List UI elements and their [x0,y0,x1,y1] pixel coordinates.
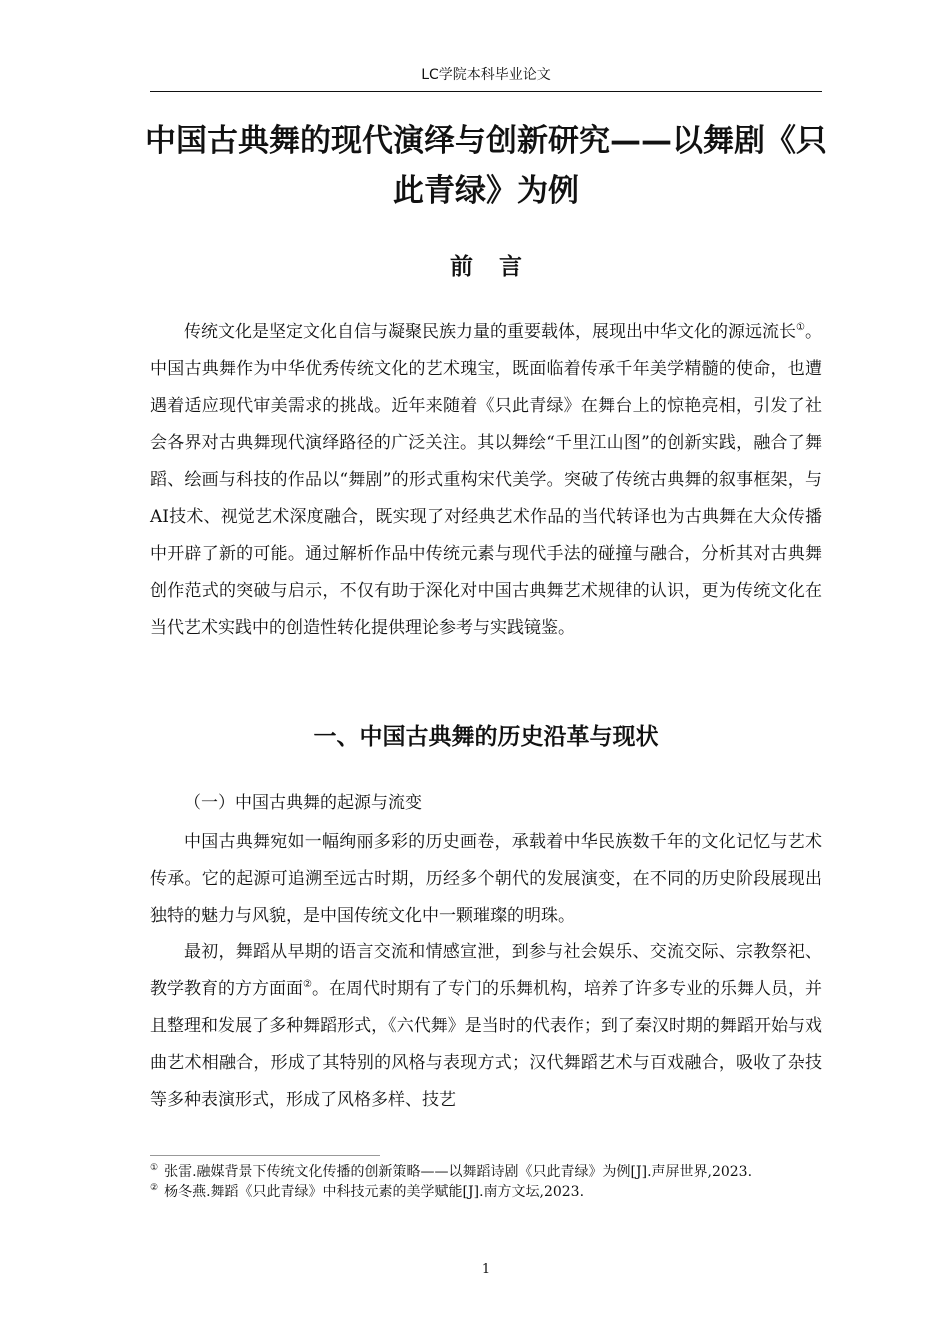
footnote-separator [150,1155,380,1156]
preface-text-a: 传统文化是坚定文化自信与凝聚民族力量的重要载体，展现出中华文化的源远流长 [184,322,797,342]
footnote-1-mark: ① [150,1163,159,1173]
footnote-1 [150,1162,822,1182]
footnotes [150,1162,822,1202]
paper-title: 中国古典舞的现代演绎与创新研究——以舞剧《只此青绿》为例 [145,123,827,209]
section-1-paragraph-1: 中国古典舞宛如一幅绚丽多彩的历史画卷，承载着中华民族数千年的文化记忆与艺术传承。它的起源可追溯至远古时期，历经多个朝代的发展演变，在不同的历史阶段展现出独特的魅力与风貌，是中国传统文化中一颗璀璨的明珠。 [150,832,822,926]
footnote-ref-1: ① [796,322,805,333]
section-1-paragraph-2 [150,934,822,1119]
subsection-1-heading: （一）中国古典舞的起源与流变 [184,793,422,813]
footnote-2 [150,1182,822,1202]
running-header: LC学院本科毕业论文 [421,67,551,83]
section-1-heading: 一、中国古典舞的历史沿革与现状 [313,724,659,750]
paragraph-2-text-a: 最初，舞蹈从早期的语言交流和情感宣泄，到参与社会娱乐、交流交际、宗教祭祀、教学教育的方方面面 [150,942,822,999]
header-rule [150,91,822,92]
footnote-2-mark: ② [150,1183,159,1193]
preface-text-b: 。中国古典舞作为中华优秀传统文化的艺术瑰宝，既面临着传承千年美学精髓的使命，也遭遇着适应现代审美需求的挑战。近年来随着《只此青绿》在舞台上的惊艳亮相，引发了社会各界对古典舞现代演绎路径的广泛关注。其以舞绘“千里江山图”的创新实践，融合了舞蹈、绘画与科技的作品以“舞剧”的形式重构宋代美学。突破了传统古典舞的叙事框架，与AI技术、视觉艺术深度融合，既实现了对经典艺术作品的当代转译也为古典舞在大众传播中开辟了新的可能。通过解析作品中传统元素与现代手法的碰撞与融合，分析其对古典舞创作范式的突破与启示，不仅有助于深化对中国古典舞艺术规律的认识，更为传统文化在当代艺术实践中的创造性转化提供理论参考与实践镜鉴。 [150,322,822,638]
footnote-2-text: 杨冬燕.舞蹈《只此青绿》中科技元素的美学赋能[J].南方文坛,2023. [164,1184,585,1200]
preface-paragraph [150,314,822,647]
footnote-ref-2: ② [303,979,312,990]
footnote-1-text: 张雷.融媒背景下传统文化传播的创新策略——以舞蹈诗剧《只此青绿》为例[J].声屏世界,2023. [164,1164,753,1180]
page-number: 1 [481,1262,491,1277]
paragraph-2-text-b: 。在周代时期有了专门的乐舞机构，培养了许多专业的乐舞人员，并且整理和发展了多种舞蹈形式，《六代舞》是当时的代表作；到了秦汉时期的舞蹈开始与戏曲艺术相融合，形成了其特别的风格与表现方式；汉代舞蹈艺术与百戏融合，吸收了杂技等多种表演形式，形成了风格多样、技艺 [150,979,823,1110]
preface-heading: 前言 [450,254,548,280]
